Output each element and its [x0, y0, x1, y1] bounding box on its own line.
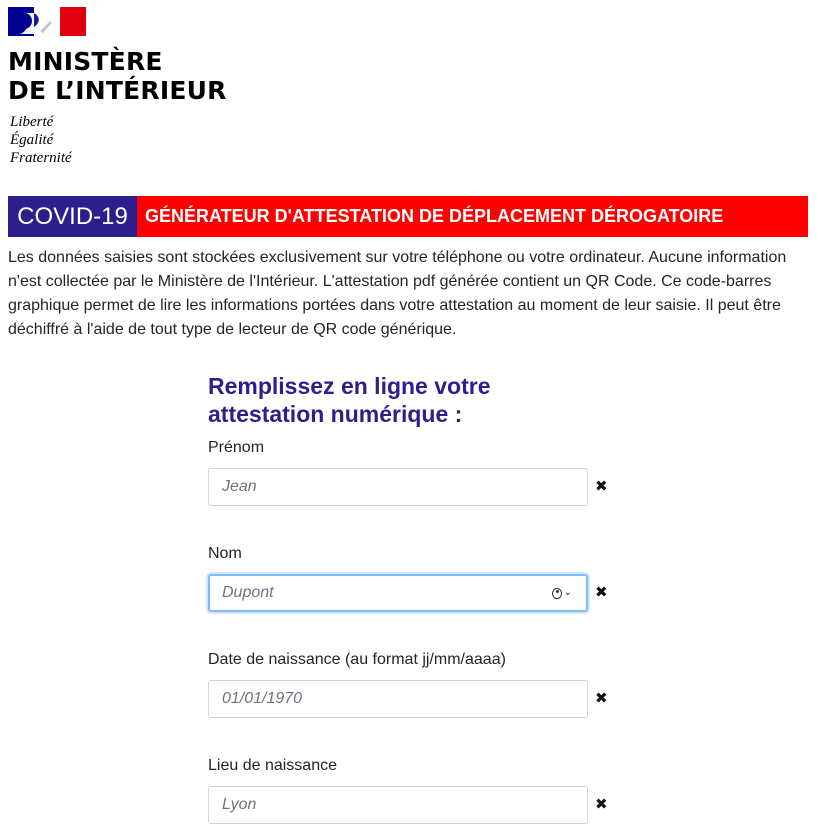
- firstname-label: Prénom: [208, 439, 265, 456]
- form-heading: Remplissez en ligne votre attestation numérique :: [208, 373, 491, 427]
- motto-fraternite: Fraternité: [10, 150, 72, 166]
- birthdate-input[interactable]: 01/01/1970: [208, 680, 588, 718]
- ministry-logo: [8, 7, 227, 167]
- attestation-form: [208, 372, 628, 813]
- close-icon[interactable]: ✖: [595, 584, 608, 601]
- motto-liberte: Liberté: [10, 114, 54, 130]
- page-title: GÉNÉRATEUR D'ATTESTATION DE DÉPLACEMENT DÉROGATOIRE: [137, 196, 808, 237]
- lastname-label: Nom: [208, 545, 242, 562]
- birthdate-label: Date de naissance (au format jj/mm/aaaa): [208, 651, 506, 668]
- marianne-icon: [8, 7, 34, 36]
- ministry-line1: MINISTÈRE: [8, 47, 163, 76]
- lastname-placeholder: Dupont: [222, 584, 274, 601]
- birthplace-label: Lieu de naissance: [208, 757, 337, 774]
- republic-motto: [10, 113, 227, 167]
- field-firstname: [208, 372, 628, 495]
- title-banner: [8, 196, 808, 237]
- ministry-line2: DE L’INTÉRIEUR: [8, 76, 227, 105]
- ministry-name: [8, 47, 227, 105]
- motto-egalite: Égalité: [10, 132, 54, 148]
- close-icon[interactable]: ✖: [595, 690, 608, 707]
- marianne-flag: [8, 7, 86, 36]
- privacy-notice: Les données saisies sont stockées exclusivement sur votre téléphone ou votre ordinateur. Aucune information n'est collectée par le Ministère de l'Intérieur. L'attestation pdf générée contient un QR Code. Ce code-barres graphique permet de lire les informations portées dans votre attestation au moment de leur saisie. Il peut être déchiffré à l'aide de tout type de lecteur de QR code générique.: [8, 249, 787, 338]
- covid-tag: COVID-19: [8, 196, 137, 237]
- firstname-input[interactable]: Jean: [208, 468, 588, 506]
- birthplace-input[interactable]: Lyon: [208, 786, 588, 824]
- field-birthplace: [208, 690, 628, 813]
- chevron-down-icon: ⌄: [563, 587, 572, 598]
- field-birthdate: [208, 584, 628, 707]
- close-icon[interactable]: ✖: [595, 478, 608, 495]
- field-lastname: [208, 478, 628, 601]
- close-icon[interactable]: ✖: [595, 796, 608, 813]
